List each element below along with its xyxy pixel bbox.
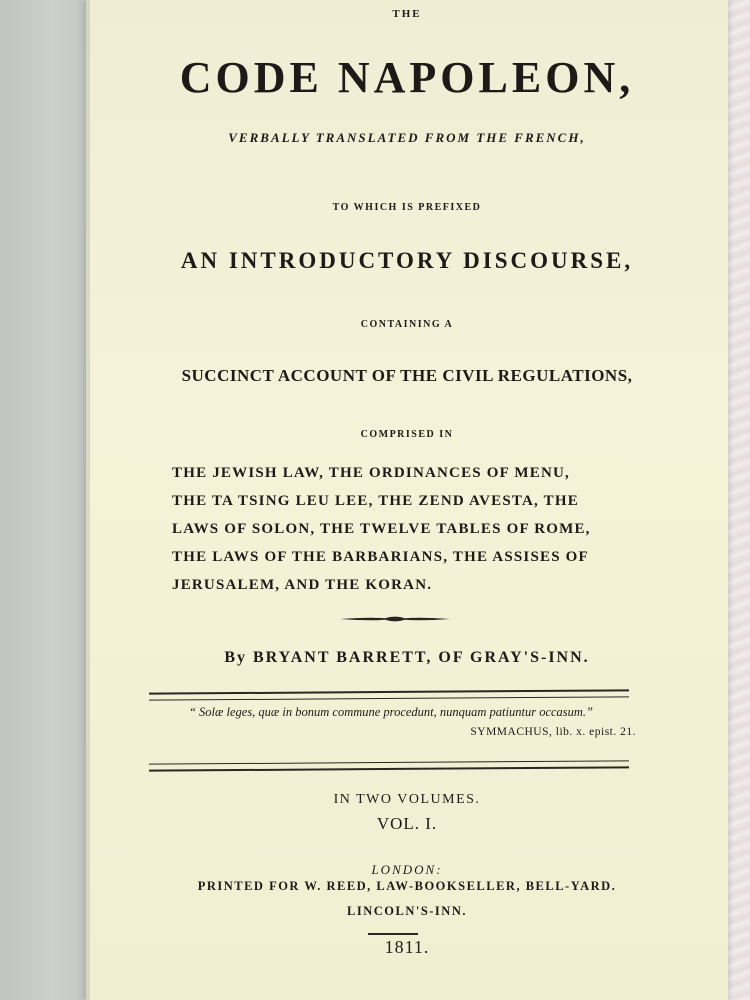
book-board-left xyxy=(0,0,86,1000)
publication-year: 1811. xyxy=(384,937,430,957)
laws-line: THE JEWISH LAW, THE ORDINANCES OF MENU, xyxy=(172,465,570,481)
volumes-note: IN TWO VOLUMES. xyxy=(333,792,481,807)
place-of-publication: LONDON: xyxy=(371,862,443,877)
laws-line: JERUSALEM, AND THE KORAN. xyxy=(172,577,433,593)
laws-list xyxy=(172,459,612,599)
containing-note: CONTAINING A xyxy=(360,319,454,330)
article-the: THE xyxy=(392,8,422,20)
printer-line: PRINTED FOR W. REED, LAW-BOOKSELLER, BELL-YARD. xyxy=(197,879,617,893)
laws-line: LAWS OF SOLON, THE TWELVE TABLES OF ROME, xyxy=(172,521,591,537)
volume-number: VOL. I. xyxy=(376,814,438,833)
double-rule-top xyxy=(149,689,629,700)
title-page xyxy=(86,0,728,1000)
ornamental-rule xyxy=(340,615,450,623)
page-gutter-shadow xyxy=(86,0,90,1000)
book-title: CODE NAPOLEON, xyxy=(179,53,635,102)
epigraph: “ Solæ leges, quæ in bonum commune procedunt, nunquam patiuntur occasum.” xyxy=(188,705,594,719)
year-rule xyxy=(368,933,418,935)
printer-address: LINCOLN'S-INN. xyxy=(347,904,467,918)
discourse-heading: AN INTRODUCTORY DISCOURSE, xyxy=(180,248,634,273)
epigraph-source: SYMMACHUS, lib. x. epist. 21. xyxy=(470,726,636,738)
account-heading: SUCCINCT ACCOUNT OF THE CIVIL REGULATIONS, xyxy=(181,366,633,385)
laws-line: THE TA TSING LEU LEE, THE ZEND AVESTA, THE xyxy=(172,493,579,509)
double-rule-bottom xyxy=(149,760,629,771)
prefixed-note: TO WHICH IS PREFIXED xyxy=(332,202,482,213)
author-line: By BRYANT BARRETT, OF GRAY'S-INN. xyxy=(224,649,590,666)
subtitle: VERBALLY TRANSLATED FROM THE FRENCH, xyxy=(228,130,586,145)
laws-line: THE LAWS OF THE BARBARIANS, THE ASSISES OF xyxy=(172,549,589,565)
comprised-note: COMPRISED IN xyxy=(360,429,454,440)
